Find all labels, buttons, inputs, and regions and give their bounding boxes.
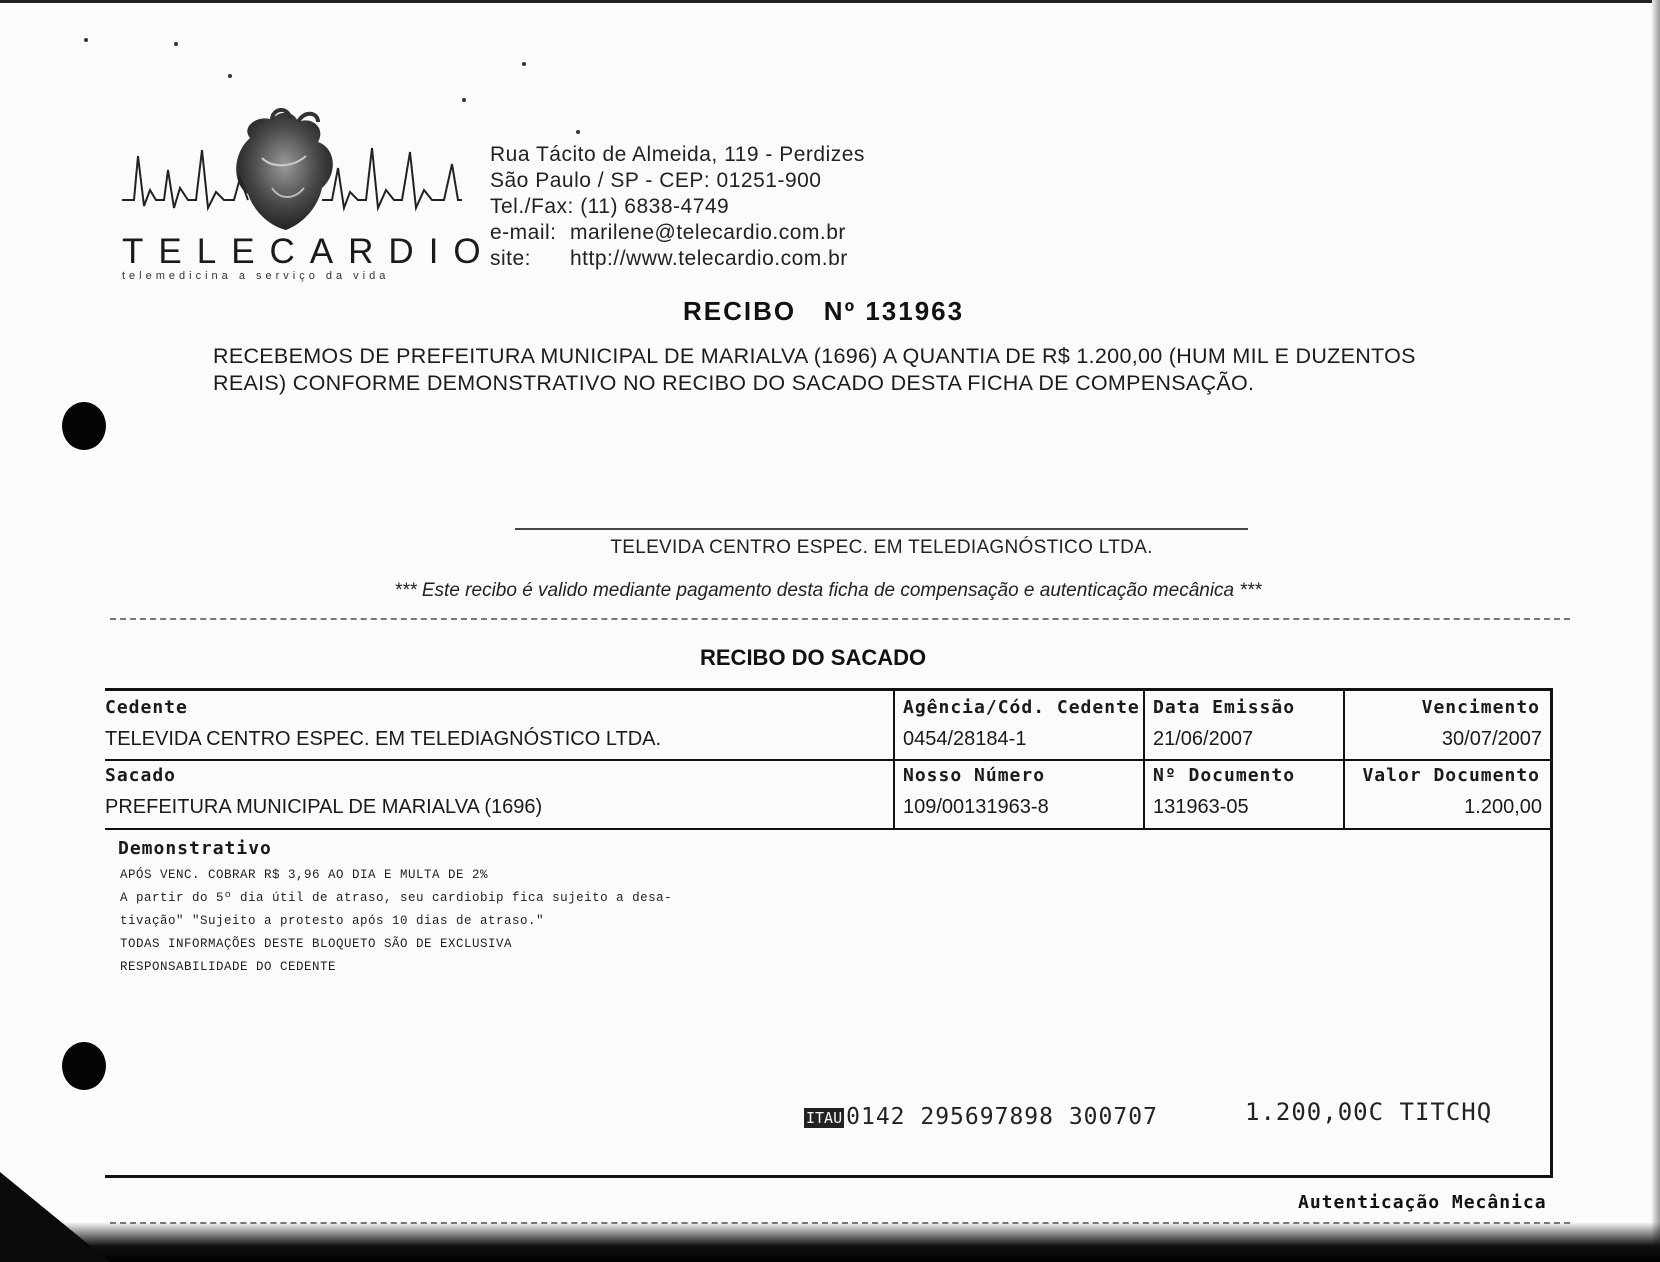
company-address: [490, 142, 865, 272]
scan-speck: [228, 74, 232, 78]
emissao-label: Data Emissão: [1153, 697, 1296, 718]
vencimento-label: Vencimento: [1421, 697, 1540, 718]
signature-line: [515, 528, 1248, 530]
agencia-value: 0454/28184-1: [903, 728, 1027, 750]
logo-name: TELECARDIO: [122, 232, 496, 271]
address-phone: Tel./Fax: (11) 6838-4749: [490, 195, 730, 218]
scan-speck: [522, 62, 526, 66]
authentication-print: [804, 1104, 1158, 1130]
address-email-row: [490, 220, 865, 246]
address-city: São Paulo / SP - CEP: 01251-900: [490, 169, 822, 192]
documento-label: Nº Documento: [1153, 765, 1296, 786]
sacado-value: PREFEITURA MUNICIPAL DE MARIALVA (1696): [105, 796, 543, 818]
receipt-number: 131963: [865, 296, 965, 326]
site-label: site:: [490, 247, 532, 270]
scan-speck: [462, 98, 466, 102]
validity-note: *** Este recibo é valido mediante pagamento desta ficha de compensação e autenticação mecânica ***: [394, 580, 1262, 601]
receipt-title: [683, 296, 964, 327]
receipt-number-prefix: Nº: [823, 296, 857, 326]
heart-ecg-icon: [122, 108, 462, 238]
cedente-label: Cedente: [105, 697, 188, 718]
sacado-label: Sacado: [105, 765, 177, 786]
cut-line-bottom: [110, 1222, 1570, 1224]
demonstrativo-line: RESPONSABILIDADE DO CEDENTE: [120, 960, 337, 974]
agencia-label: Agência/Cód. Cedente: [903, 697, 1140, 718]
sacado-section-title: RECIBO DO SACADO: [700, 645, 927, 670]
address-street: Rua Tácito de Almeida, 119 - Perdizes: [490, 143, 865, 166]
scan-speck: [174, 42, 178, 46]
vencimento-value: 30/07/2007: [1441, 728, 1542, 750]
site-link[interactable]: http://www.telecardio.com.br: [570, 247, 848, 270]
receipt-statement: RECEBEMOS DE PREFEITURA MUNICIPAL DE MARIALVA (1696) A QUANTIA DE R$ 1.200,00 (HUM MIL E DUZENTOS REAIS) CONFORME DEMONSTRATIVO NO RECIBO DO SACADO DESTA FICHA DE COMPENSAÇÃO.: [213, 344, 1416, 395]
nosso-numero-value: 109/00131963-8: [903, 796, 1049, 818]
authentication-label: Autenticação Mecânica: [1298, 1192, 1547, 1213]
valor-value: 1.200,00: [1464, 796, 1542, 818]
email-link[interactable]: marilene@telecardio.com.br: [570, 221, 846, 244]
scan-edge-right: [1652, 0, 1660, 1262]
logo-tagline: telemedicina a serviço da vida: [122, 270, 390, 282]
sacado-table: [105, 688, 1553, 830]
authentication-value: 1.200,00C TITCHQ: [1245, 1098, 1493, 1126]
demonstrativo-line: A partir do 5º dia útil de atraso, seu cardiobip fica sujeito a desa-: [120, 891, 673, 905]
address-site-row: [490, 246, 865, 272]
scan-shadow-bottom: [0, 1222, 1660, 1262]
scan-speck: [84, 38, 88, 42]
punch-hole-bottom: [62, 1042, 106, 1090]
punch-hole-top: [62, 402, 106, 450]
receipt-title-text: RECIBO: [683, 296, 797, 326]
bank-stamp: ITAU: [806, 1108, 843, 1127]
demonstrativo-line: APÓS VENC. COBRAR R$ 3,96 AO DIA E MULTA DE 2%: [120, 868, 489, 882]
scan-corner-bottom-left: [0, 1172, 110, 1262]
cut-line-top: [110, 618, 1570, 620]
emissao-value: 21/06/2007: [1153, 728, 1254, 750]
telecardio-logo: [122, 108, 496, 286]
nosso-numero-label: Nosso Número: [903, 765, 1046, 786]
demonstrativo-line: TODAS INFORMAÇÕES DESTE BLOQUETO SÃO DE EXCLUSIVA: [120, 937, 513, 951]
documento-value: 131963-05: [1153, 796, 1249, 818]
signature-company: TELEVIDA CENTRO ESPEC. EM TELEDIAGNÓSTICO LTDA.: [610, 537, 1153, 558]
email-label: e-mail:: [490, 221, 557, 244]
demonstrativo-text: [120, 864, 672, 979]
demonstrativo-line: tivação" "Sujeito a protesto após 10 dias de atraso.": [120, 914, 545, 928]
table-divider: [105, 759, 1550, 761]
authentication-code: 0142 295697898 300707: [846, 1104, 1158, 1130]
demonstrativo-label: Demonstrativo: [118, 838, 272, 859]
valor-label: Valor Documento: [1362, 765, 1540, 786]
scan-speck: [576, 130, 580, 134]
cedente-value: TELEVIDA CENTRO ESPEC. EM TELEDIAGNÓSTICO LTDA.: [105, 728, 662, 750]
scan-edge-top: [0, 0, 1660, 3]
